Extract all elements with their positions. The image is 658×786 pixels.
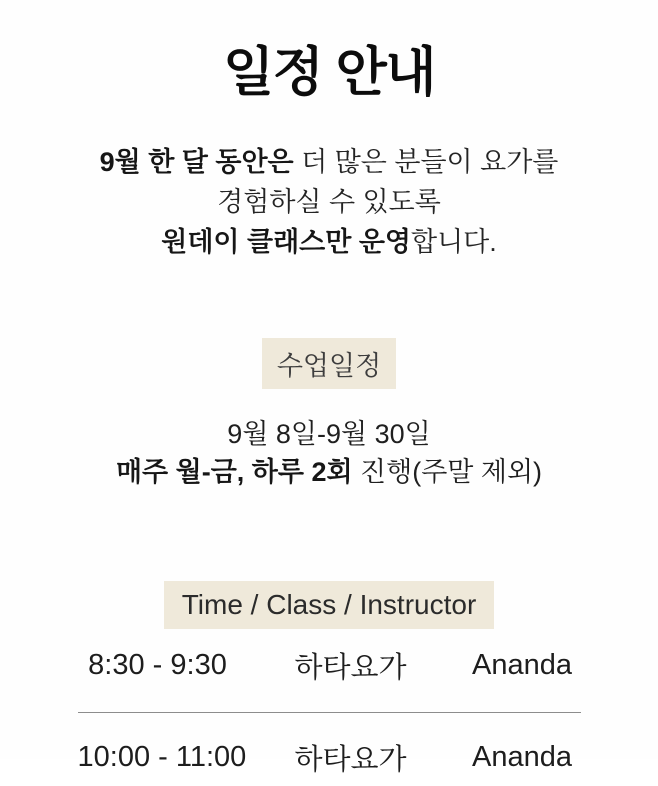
date-range: 9월 8일-9월 30일	[227, 419, 431, 449]
row-class: 하타요가	[294, 652, 407, 684]
frequency-line	[0, 453, 658, 491]
frequency-rest: 진행(주말 제외)	[352, 457, 543, 487]
table-row	[78, 637, 581, 694]
row-time: 8:30 - 9:30	[88, 649, 227, 681]
intro-line1-bold: 9월 한 달 동안은	[99, 147, 294, 177]
intro-line3-bold: 원데이 클래스만 운영	[161, 227, 411, 257]
row-class: 하타요가	[294, 744, 407, 776]
page-title: 일정 안내	[222, 43, 436, 102]
intro-text	[0, 142, 658, 262]
intro-line3-rest: 합니다.	[411, 227, 497, 257]
row-instructor: Ananda	[472, 741, 572, 773]
table-header: Time / Class / Instructor	[164, 581, 495, 629]
intro-line-3	[0, 222, 658, 262]
frequency-bold: 매주 월-금, 하루 2회	[115, 457, 353, 487]
schedule-table	[78, 637, 581, 786]
row-divider	[78, 712, 581, 713]
row-instructor: Ananda	[472, 649, 572, 681]
intro-line1-rest: 더 많은 분들이 요가를	[293, 147, 559, 177]
intro-line-1	[0, 142, 658, 182]
row-time: 10:00 - 11:00	[77, 741, 247, 773]
class-schedule-badge: 수업일정	[262, 338, 396, 389]
table-row	[78, 729, 581, 786]
schedule-dates	[0, 415, 658, 491]
intro-line-2: 경험하실 수 있도록	[217, 187, 441, 217]
